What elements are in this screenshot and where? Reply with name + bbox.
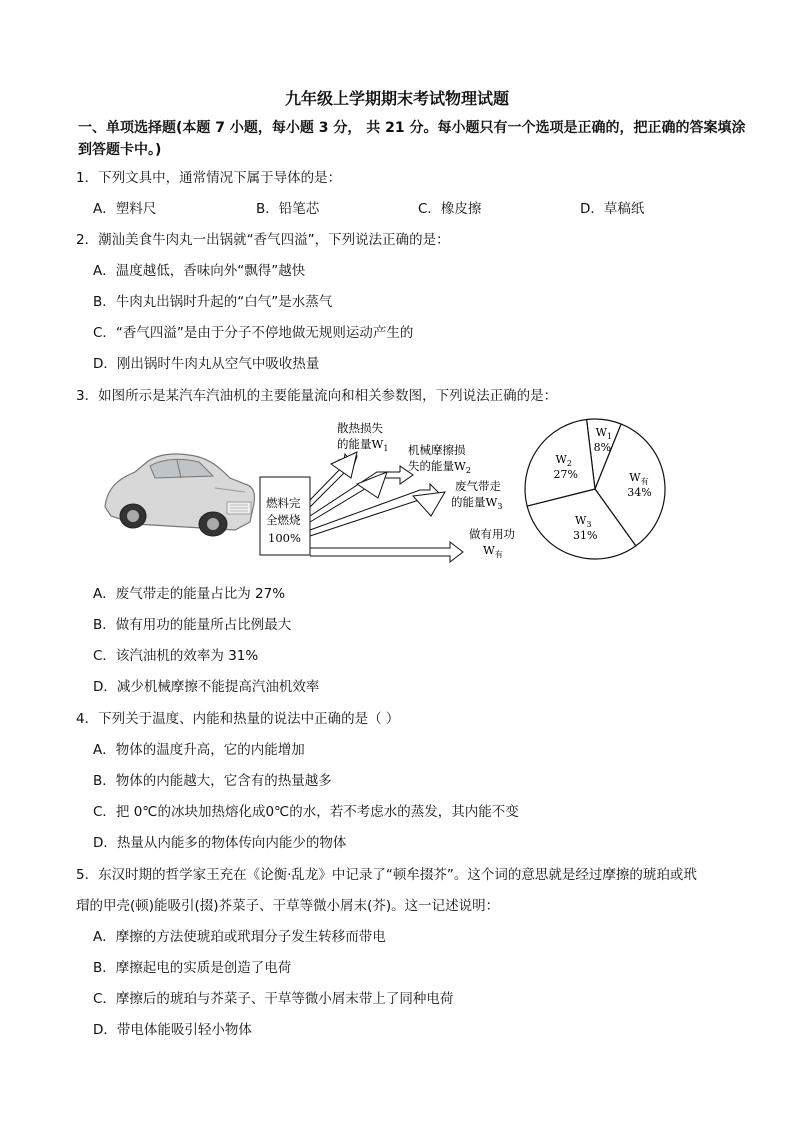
arrow-w3-head xyxy=(413,492,445,516)
pie-label-W有: $W_有$ xyxy=(629,471,649,487)
option-b[interactable]: B．铅笔芯 xyxy=(256,201,320,217)
label-w2-line2: 失的能量$W_2$ xyxy=(408,459,471,475)
option-b[interactable]: B．做有用功的能量所占比例最大 xyxy=(93,617,292,633)
pie-value-W3: 31% xyxy=(573,529,598,543)
option-d[interactable]: D．刚出锅时牛肉丸从空气中吸收热量 xyxy=(93,356,320,372)
option-b[interactable]: B．摩擦起电的实质是创造了电荷 xyxy=(93,960,292,976)
option-d[interactable]: D．带电体能吸引轻小物体 xyxy=(93,1022,252,1038)
car-icon xyxy=(105,454,255,536)
option-c[interactable]: C．把 0℃的冰块加热熔化成0℃的水，若不考虑水的蒸发，其内能不变 xyxy=(93,804,519,820)
label-wyou-line1: 做有用功 xyxy=(469,527,515,541)
label-w3-line2: 的能量$W_3$ xyxy=(451,495,503,511)
question-3-stem: 3．如图所示是某汽车汽油机的主要能量流向和相关参数图，下列说法正确的是： xyxy=(76,388,558,404)
source-line-3: 100% xyxy=(268,531,301,545)
option-d[interactable]: D．草稿纸 xyxy=(580,201,645,217)
pie-value-W有: 34% xyxy=(627,486,652,500)
label-w1-line2: 的能量$W_1$ xyxy=(337,437,389,453)
source-line-1: 燃料完 xyxy=(266,496,301,510)
pie-label-W2: $W_2$ xyxy=(555,452,572,468)
label-w3-line1: 废气带走 xyxy=(455,479,501,493)
question-1-stem: 1．下列文具中，通常情况下属于导体的是： xyxy=(76,170,342,186)
option-b[interactable]: B．牛肉丸出锅时升起的“白气”是水蒸气 xyxy=(93,294,333,310)
arrow-w2-head xyxy=(357,472,387,498)
question-2-stem: 2．潮汕美食牛肉丸一出锅就“香气四溢”，下列说法正确的是： xyxy=(76,232,450,248)
question-4-stem: 4．下列关于温度、内能和热量的说法中正确的是（ ） xyxy=(76,711,400,727)
label-w1-line1: 散热损失 xyxy=(337,421,383,435)
question-1-options xyxy=(0,197,794,217)
label-wyou-line2: $W_有$ xyxy=(483,543,503,559)
option-a[interactable]: A．塑料尺 xyxy=(93,201,157,217)
energy-pie-chart xyxy=(520,408,670,570)
option-c[interactable]: C．“香气四溢”是由于分子不停地做无规则运动产生的 xyxy=(93,325,414,341)
option-d[interactable]: D．减少机械摩擦不能提高汽油机效率 xyxy=(93,679,320,695)
page-title: 九年级上学期期末考试物理试题 xyxy=(284,89,509,108)
option-d[interactable]: D．热量从内能多的物体传向内能少的物体 xyxy=(93,835,347,851)
question-5-stem-line-2: 瑁的甲壳(顿)能吸引(掇)芥菜子、干草等微小屑末(芥)。这一记述说明： xyxy=(76,898,500,914)
section-heading: 一、单项选择题(本题 7 小题，每小题 3 分， 共 21 分。每小题只有一个选项是正确的，把正确的答案填涂到答题卡中。) xyxy=(78,120,746,158)
label-w2-line1: 机械摩擦损 xyxy=(408,443,466,457)
question-5-stem-line-1: 5．东汉时期的哲学家王充在《论衡·乱龙》中记录了“顿牟掇芥”。这个词的意思就是经过摩擦的琥珀或玳 xyxy=(76,867,697,883)
option-c[interactable]: C．橡皮擦 xyxy=(418,201,482,217)
source-line-2: 全燃烧 xyxy=(266,513,301,527)
pie-value-W1: 8% xyxy=(593,441,612,455)
option-a[interactable]: A．物体的温度升高，它的内能增加 xyxy=(93,742,305,758)
option-a[interactable]: A．温度越低，香味向外“飘得”越快 xyxy=(93,263,306,279)
option-b[interactable]: B．物体的内能越大，它含有的热量越多 xyxy=(93,773,332,789)
option-a[interactable]: A．摩擦的方法使琥珀或玳瑁分子发生转移而带电 xyxy=(93,929,386,945)
pie-value-W2: 27% xyxy=(553,467,579,481)
pie-label-W3: $W_3$ xyxy=(575,514,592,530)
option-a[interactable]: A．废气带走的能量占比为 27% xyxy=(93,586,286,602)
option-c[interactable]: C．该汽油机的效率为 31% xyxy=(93,648,259,664)
option-c[interactable]: C．摩擦后的琥珀与芥菜子、干草等微小屑末带上了同种电荷 xyxy=(93,991,454,1007)
pie-label-W1: $W_1$ xyxy=(595,426,613,442)
energy-flow-figure xyxy=(95,412,535,572)
